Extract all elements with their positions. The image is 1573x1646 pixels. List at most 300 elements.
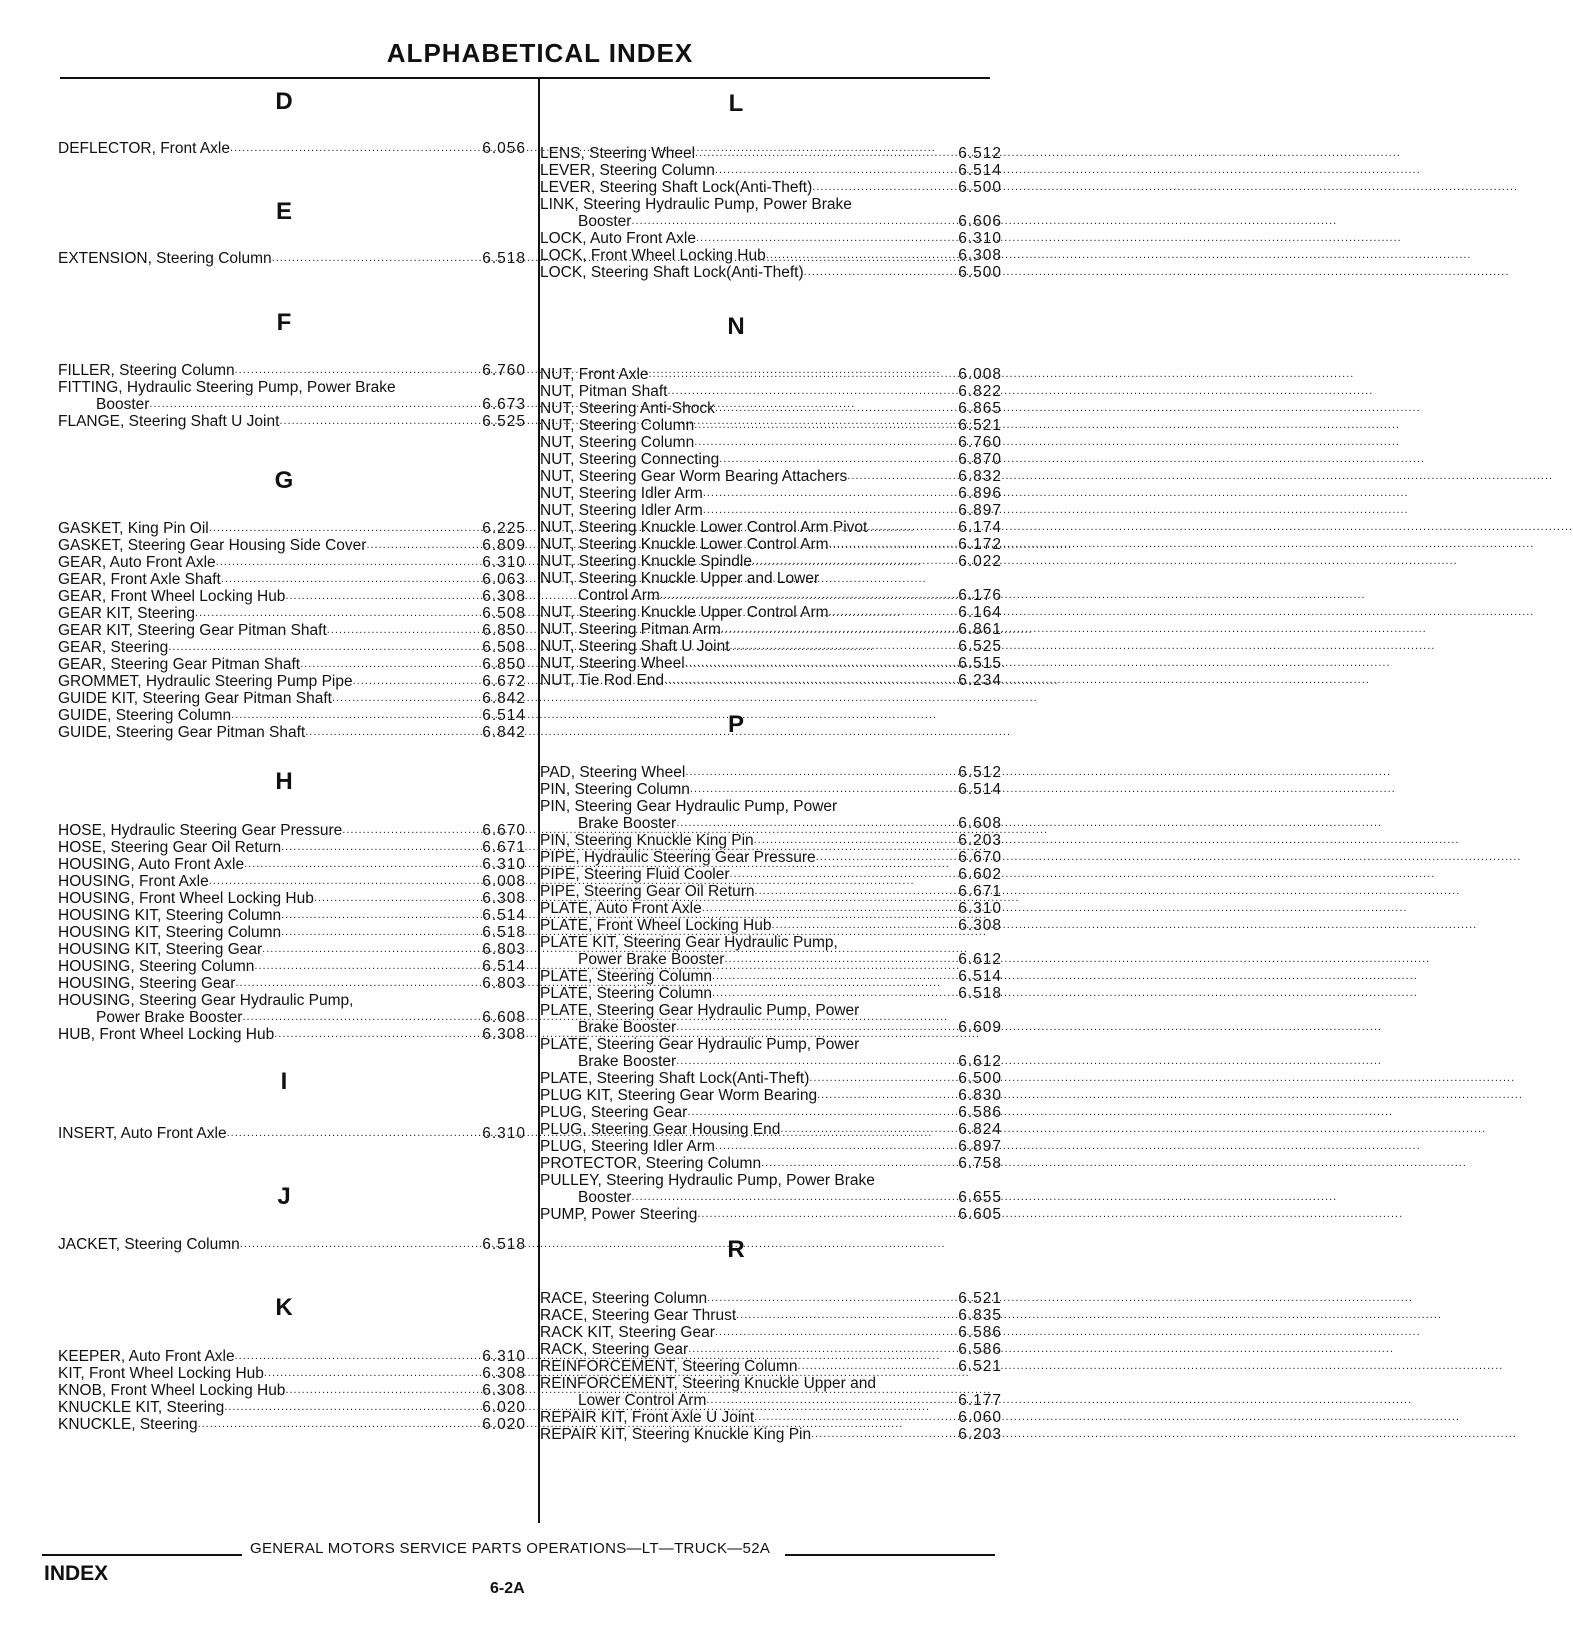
entry-page-number: 6.824: [958, 1121, 1002, 1138]
dot-leader: [712, 985, 900, 1002]
entry-text: GEAR, Front Axle Shaft: [58, 571, 221, 588]
entry-text: LEVER, Steering Column: [540, 162, 715, 179]
entry-page-number: 6.225: [482, 520, 526, 537]
dot-leader: [730, 638, 900, 655]
dot-leader: [235, 975, 424, 992]
dot-leader: [766, 247, 900, 264]
entry-text: RACK, Steering Gear: [540, 1341, 689, 1358]
entry-text: Booster: [578, 213, 632, 230]
entry-text: GUIDE KIT, Steering Gear Pitman Shaft: [58, 690, 332, 707]
index-entry-list: [58, 822, 526, 1043]
index-entry: [540, 1290, 1002, 1307]
entry-text: HOUSING, Steering Column: [58, 958, 255, 975]
dot-leader: [244, 856, 424, 873]
entry-page-number: 6.670: [958, 849, 1002, 866]
index-entry: [58, 992, 526, 1026]
index-entry: [58, 605, 526, 622]
dot-leader: [755, 883, 900, 900]
entry-text: LEVER, Steering Shaft Lock(Anti-Theft): [540, 179, 813, 196]
footer-rule-right: [785, 1554, 995, 1556]
dot-leader: [272, 250, 424, 267]
dot-leader: [706, 1392, 900, 1409]
dot-leader: [285, 588, 424, 605]
index-entry: [540, 1155, 1002, 1172]
entry-page-number: 6.008: [482, 873, 526, 890]
footer-page-number: 6-2A: [490, 1580, 525, 1597]
index-entry: [540, 1070, 1002, 1087]
entry-text: NUT, Steering Gear Worm Bearing Attachers: [540, 468, 848, 485]
entry-text: Power Brake Booster: [578, 951, 725, 968]
index-entry-list: [540, 145, 1002, 281]
entry-text: HOUSING, Front Axle: [58, 873, 209, 890]
index-entry: [540, 832, 1002, 849]
dot-leader: [631, 1189, 900, 1206]
entry-text: REPAIR KIT, Front Axle U Joint: [540, 1409, 755, 1426]
entry-page-number: 6.865: [958, 400, 1002, 417]
entry-page-number: 6.521: [958, 417, 1002, 434]
entry-page-number: 6.020: [482, 1416, 526, 1433]
entry-text: PIN, Steering Column: [540, 781, 690, 798]
entry-page-number: 6.308: [482, 890, 526, 907]
section-letter-j: J: [277, 1183, 291, 1210]
entry-page-number: 6.605: [958, 1206, 1002, 1223]
entry-page-number: 6.174: [958, 519, 1002, 536]
entry-page-number: 6.518: [482, 924, 526, 941]
dot-leader: [631, 213, 900, 230]
dot-leader: [342, 822, 424, 839]
index-entry: [58, 822, 526, 839]
entry-text: PIN, Steering Gear Hydraulic Pump, Power: [540, 798, 838, 815]
entry-text: Booster: [578, 1189, 632, 1206]
entry-page-number: 6.234: [958, 672, 1002, 689]
dot-leader: [221, 571, 424, 588]
entry-text: FITTING, Hydraulic Steering Pump, Power Brake: [58, 379, 396, 396]
entry-page-number: 6.525: [482, 413, 526, 430]
entry-text: REINFORCEMENT, Steering Knuckle Upper and: [540, 1375, 876, 1392]
entry-page-number: 6.672: [482, 673, 526, 690]
dot-leader: [240, 1236, 424, 1253]
index-entry: [540, 900, 1002, 917]
entry-page-number: 6.861: [958, 621, 1002, 638]
entry-text: Brake Booster: [578, 1019, 677, 1036]
index-entry: [58, 890, 526, 907]
dot-leader: [715, 400, 900, 417]
index-entry-list: [58, 1125, 526, 1142]
entry-page-number: 6.832: [958, 468, 1002, 485]
entry-text: NUT, Front Axle: [540, 366, 649, 383]
entry-text: GEAR KIT, Steering Gear Pitman Shaft: [58, 622, 327, 639]
entry-page-number: 6.835: [958, 1307, 1002, 1324]
entry-page-number: 6.803: [482, 975, 526, 992]
index-entry: [540, 417, 1002, 434]
index-entry: [540, 1324, 1002, 1341]
entry-page-number: 6.172: [958, 536, 1002, 553]
index-entry: [58, 379, 526, 413]
entry-page-number: 6.525: [958, 638, 1002, 655]
dot-leader: [332, 690, 424, 707]
dot-leader: [353, 673, 424, 690]
dot-leader: [149, 396, 424, 413]
dot-leader: [829, 536, 900, 553]
entry-page-number: 6.842: [482, 690, 526, 707]
index-entry: [540, 196, 1002, 230]
index-entry: [540, 553, 1002, 570]
dot-leader: [242, 1009, 424, 1026]
index-entry: [58, 413, 526, 430]
dot-leader: [816, 849, 900, 866]
entry-text: PLATE, Steering Gear Hydraulic Pump, Power: [540, 1036, 860, 1053]
entry-text: HOUSING KIT, Steering Gear: [58, 941, 263, 958]
index-entry-list: [540, 366, 1002, 689]
dot-leader: [305, 724, 424, 741]
entry-page-number: 6.203: [958, 1426, 1002, 1443]
entry-text: RACE, Steering Column: [540, 1290, 708, 1307]
index-entry: [540, 468, 1002, 485]
index-entry: [540, 638, 1002, 655]
dot-leader: [227, 1125, 424, 1142]
entry-page-number: 6.760: [482, 362, 526, 379]
dot-leader: [660, 587, 900, 604]
entry-text: KIT, Front Wheel Locking Hub: [58, 1365, 264, 1382]
dot-leader: [676, 1053, 900, 1070]
entry-page-number: 6.822: [958, 383, 1002, 400]
dot-leader: [754, 832, 900, 849]
entry-text: KNUCKLE, Steering: [58, 1416, 198, 1433]
entry-page-number: 6.512: [958, 145, 1002, 162]
index-entry: [540, 1341, 1002, 1358]
entry-page-number: 6.203: [958, 832, 1002, 849]
dot-leader: [264, 1365, 424, 1382]
section-letter-p: P: [727, 711, 745, 738]
entry-text: NUT, Steering Knuckle Lower Control Arm Pivot: [540, 519, 868, 536]
entry-text: NUT, Steering Pitman Arm: [540, 621, 721, 638]
entry-text: PLATE, Steering Gear Hydraulic Pump, Power: [540, 1002, 860, 1019]
dot-leader: [761, 1155, 900, 1172]
dot-leader: [724, 951, 900, 968]
index-entry: [540, 1121, 1002, 1138]
entry-page-number: 6.850: [482, 622, 526, 639]
dot-leader: [719, 451, 900, 468]
dot-leader: [168, 639, 424, 656]
index-entry: [58, 250, 526, 267]
entry-text: PLUG, Steering Idler Arm: [540, 1138, 715, 1155]
index-entry: [58, 588, 526, 605]
index-entry: [540, 934, 1002, 968]
entry-text: GEAR, Steering: [58, 639, 169, 656]
entry-text: HUB, Front Wheel Locking Hub: [58, 1026, 275, 1043]
entry-page-number: 6.612: [958, 951, 1002, 968]
entry-text: FILLER, Steering Column: [58, 362, 235, 379]
index-entry: [540, 230, 1002, 247]
entry-text: Control Arm: [578, 587, 660, 604]
entry-page-number: 6.673: [482, 396, 526, 413]
index-entry: [540, 1172, 1002, 1206]
entry-page-number: 6.606: [958, 213, 1002, 230]
section-letter-e: E: [275, 198, 293, 225]
entry-page-number: 6.514: [958, 781, 1002, 798]
footer-publication: GENERAL MOTORS SERVICE PARTS OPERATIONS—LT—TRUCK—52A: [250, 1540, 771, 1557]
entry-page-number: 6.512: [958, 764, 1002, 781]
entry-page-number: 6.758: [958, 1155, 1002, 1172]
index-entry: [540, 1138, 1002, 1155]
dot-leader: [262, 941, 424, 958]
index-entry: [58, 571, 526, 588]
entry-text: GASKET, King Pin Oil: [58, 520, 209, 537]
dot-leader: [867, 519, 900, 536]
entry-text: PIPE, Hydraulic Steering Gear Pressure: [540, 849, 816, 866]
section-letter-r: R: [727, 1236, 745, 1263]
entry-text: NUT, Steering Knuckle Spindle: [540, 553, 752, 570]
dot-leader: [235, 1348, 424, 1365]
entry-page-number: 6.670: [482, 822, 526, 839]
dot-leader: [274, 1026, 424, 1043]
index-entry: [540, 485, 1002, 502]
entry-page-number: 6.586: [958, 1341, 1002, 1358]
entry-text: NUT, Steering Column: [540, 434, 695, 451]
entry-page-number: 6.020: [482, 1399, 526, 1416]
index-entry: [58, 639, 526, 656]
entry-page-number: 6.518: [482, 250, 526, 267]
index-entry: [540, 264, 1002, 281]
entry-text: NUT, Steering Column: [540, 417, 695, 434]
index-entry: [540, 502, 1002, 519]
entry-page-number: 6.514: [482, 907, 526, 924]
entry-text: Brake Booster: [578, 815, 677, 832]
dot-leader: [702, 900, 900, 917]
index-entry: [58, 140, 526, 157]
entry-text: PIN, Steering Knuckle King Pin: [540, 832, 754, 849]
entry-text: PLUG KIT, Steering Gear Worm Bearing: [540, 1087, 818, 1104]
dot-leader: [195, 605, 424, 622]
entry-text: PLATE, Steering Column: [540, 985, 713, 1002]
entry-text: PLATE KIT, Steering Gear Hydraulic Pump,: [540, 934, 838, 951]
index-entry-list: [540, 1290, 1002, 1443]
entry-page-number: 6.609: [958, 1019, 1002, 1036]
entry-text: GEAR, Front Wheel Locking Hub: [58, 588, 286, 605]
dot-leader: [697, 1206, 900, 1223]
index-entry: [58, 1416, 526, 1433]
dot-leader: [694, 434, 900, 451]
index-entry: [540, 162, 1002, 179]
index-entry: [540, 519, 1002, 536]
index-entry: [58, 520, 526, 537]
index-entry: [58, 690, 526, 707]
index-entry: [58, 1026, 526, 1043]
dot-leader: [817, 1087, 900, 1104]
index-entry: [540, 883, 1002, 900]
index-entry: [540, 400, 1002, 417]
index-entry-list: [58, 250, 526, 267]
entry-text: NUT, Steering Connecting: [540, 451, 720, 468]
entry-text: HOUSING KIT, Steering Column: [58, 907, 282, 924]
dot-leader: [685, 764, 900, 781]
index-entry: [58, 724, 526, 741]
entry-text: NUT, Tie Rod End: [540, 672, 665, 689]
entry-text: FLANGE, Steering Shaft U Joint: [58, 413, 280, 430]
entry-page-number: 6.500: [958, 179, 1002, 196]
entry-text: HOUSING, Auto Front Axle: [58, 856, 245, 873]
entry-text: GASKET, Steering Gear Housing Side Cover: [58, 537, 367, 554]
index-entry-list: [540, 764, 1002, 1223]
index-entry: [58, 975, 526, 992]
dot-leader: [279, 413, 424, 430]
entry-page-number: 6.514: [482, 958, 526, 975]
entry-page-number: 6.164: [958, 604, 1002, 621]
entry-page-number: 6.308: [482, 1382, 526, 1399]
entry-page-number: 6.500: [958, 264, 1002, 281]
dot-leader: [685, 655, 900, 672]
dot-leader: [712, 968, 900, 985]
entry-text: NUT, Steering Idler Arm: [540, 502, 703, 519]
section-letter-f: F: [276, 309, 292, 336]
entry-page-number: 6.008: [958, 366, 1002, 383]
entry-page-number: 6.521: [958, 1290, 1002, 1307]
entry-text: NUT, Steering Knuckle Upper and Lower: [540, 570, 820, 587]
index-entry: [58, 1236, 526, 1253]
section-letter-l: L: [728, 90, 744, 117]
entry-page-number: 6.310: [482, 554, 526, 571]
entry-text: PUMP, Power Steering: [540, 1206, 698, 1223]
index-entry: [540, 1087, 1002, 1104]
entry-page-number: 6.518: [958, 985, 1002, 1002]
footer-rule-left: [42, 1554, 242, 1556]
dot-leader: [668, 383, 901, 400]
entry-page-number: 6.176: [958, 587, 1002, 604]
index-entry-list: [58, 520, 526, 741]
index-entry: [540, 1206, 1002, 1223]
entry-page-number: 6.830: [958, 1087, 1002, 1104]
dot-leader: [715, 162, 900, 179]
dot-leader: [715, 1138, 900, 1155]
index-entry: [58, 622, 526, 639]
entry-page-number: 6.671: [958, 883, 1002, 900]
entry-text: PIPE, Steering Fluid Cooler: [540, 866, 730, 883]
entry-page-number: 6.803: [482, 941, 526, 958]
index-entry: [540, 672, 1002, 689]
dot-leader: [198, 1416, 424, 1433]
dot-leader: [829, 604, 900, 621]
dot-leader: [281, 907, 424, 924]
entry-page-number: 6.308: [482, 588, 526, 605]
section-letter-h: H: [275, 768, 293, 795]
entry-page-number: 6.608: [958, 815, 1002, 832]
entry-text: GUIDE, Steering Gear Pitman Shaft: [58, 724, 306, 741]
index-entry: [58, 1348, 526, 1365]
dot-leader: [300, 656, 424, 673]
index-entry: [540, 570, 1002, 604]
entry-page-number: 6.310: [482, 1125, 526, 1142]
index-entry: [540, 1426, 1002, 1443]
entry-text: GEAR, Auto Front Axle: [58, 554, 216, 571]
entry-text: HOUSING, Steering Gear: [58, 975, 236, 992]
entry-text: NUT, Pitman Shaft: [540, 383, 668, 400]
index-entry: [540, 764, 1002, 781]
entry-page-number: 6.310: [958, 900, 1002, 917]
index-entry: [540, 1409, 1002, 1426]
dot-leader: [811, 1426, 900, 1443]
entry-text: INSERT, Auto Front Axle: [58, 1125, 227, 1142]
index-entry: [540, 179, 1002, 196]
dot-leader: [676, 1019, 900, 1036]
dot-leader: [780, 1121, 900, 1138]
index-entry: [58, 856, 526, 873]
index-entry-list: [58, 362, 526, 430]
entry-text: NUT, Steering Knuckle Upper Control Arm: [540, 604, 829, 621]
entry-text: NUT, Steering Idler Arm: [540, 485, 703, 502]
entry-page-number: 6.897: [958, 502, 1002, 519]
entry-text: PLATE, Front Wheel Locking Hub: [540, 917, 772, 934]
dot-leader: [366, 537, 424, 554]
dot-leader: [649, 366, 900, 383]
entry-page-number: 6.308: [958, 247, 1002, 264]
entry-text: NUT, Steering Anti-Shock: [540, 400, 715, 417]
entry-page-number: 6.809: [482, 537, 526, 554]
index-entry: [58, 656, 526, 673]
dot-leader: [798, 1358, 900, 1375]
entry-page-number: 6.514: [958, 968, 1002, 985]
index-entry: [540, 1375, 1002, 1409]
footer-section-label: INDEX: [44, 1562, 109, 1585]
entry-text: PROTECTOR, Steering Column: [540, 1155, 762, 1172]
entry-text: GROMMET, Hydraulic Steering Pump Pipe: [58, 673, 353, 690]
entry-text: RACK KIT, Steering Gear: [540, 1324, 715, 1341]
index-entry: [540, 866, 1002, 883]
entry-text: PLATE, Steering Shaft Lock(Anti-Theft): [540, 1070, 810, 1087]
entry-page-number: 6.612: [958, 1053, 1002, 1070]
section-letter-i: I: [280, 1068, 288, 1095]
entry-text: EXTENSION, Steering Column: [58, 250, 272, 267]
entry-text: LOCK, Auto Front Axle: [540, 230, 696, 247]
index-entry: [540, 247, 1002, 264]
entry-text: REINFORCEMENT, Steering Column: [540, 1358, 798, 1375]
entry-page-number: 6.060: [958, 1409, 1002, 1426]
entry-text: NUT, Steering Shaft U Joint: [540, 638, 730, 655]
entry-page-number: 6.896: [958, 485, 1002, 502]
entry-text: LINK, Steering Hydraulic Pump, Power Brake: [540, 196, 852, 213]
entry-text: NUT, Steering Wheel: [540, 655, 685, 672]
dot-leader: [707, 1290, 900, 1307]
entry-page-number: 6.310: [958, 230, 1002, 247]
entry-page-number: 6.508: [482, 639, 526, 656]
index-entry: [540, 451, 1002, 468]
dot-leader: [676, 815, 900, 832]
page-title: ALPHABETICAL INDEX: [386, 38, 694, 68]
entry-page-number: 6.586: [958, 1104, 1002, 1121]
index-entry: [58, 673, 526, 690]
entry-page-number: 6.308: [482, 1026, 526, 1043]
index-entry: [540, 917, 1002, 934]
index-entry: [540, 434, 1002, 451]
entry-text: PULLEY, Steering Hydraulic Pump, Power Brake: [540, 1172, 875, 1189]
entry-page-number: 6.671: [482, 839, 526, 856]
entry-text: LOCK, Front Wheel Locking Hub: [540, 247, 766, 264]
dot-leader: [812, 179, 900, 196]
entry-text: RACE, Steering Gear Thrust: [540, 1307, 737, 1324]
entry-text: PLUG, Steering Gear: [540, 1104, 688, 1121]
entry-page-number: 6.022: [958, 553, 1002, 570]
entry-page-number: 6.500: [958, 1070, 1002, 1087]
dot-leader: [314, 890, 424, 907]
entry-page-number: 6.063: [482, 571, 526, 588]
index-entry: [540, 383, 1002, 400]
index-entry: [58, 958, 526, 975]
dot-leader: [754, 1409, 900, 1426]
section-letter-k: K: [275, 1294, 293, 1321]
entry-text: LOCK, Steering Shaft Lock(Anti-Theft): [540, 264, 804, 281]
index-entry: [58, 1382, 526, 1399]
entry-text: KNUCKLE KIT, Steering: [58, 1399, 225, 1416]
index-entry: [540, 366, 1002, 383]
